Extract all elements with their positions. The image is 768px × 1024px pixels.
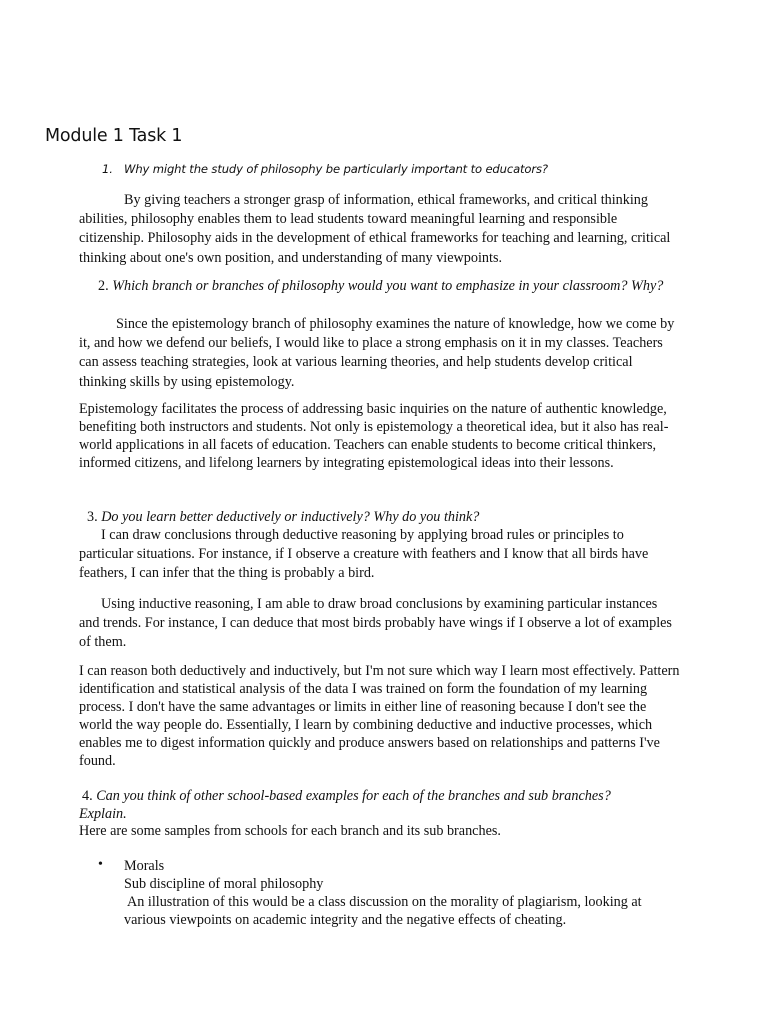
bullet-marker: • (98, 857, 103, 872)
question-4-text: Can you think of other school-based examples for each of the branches and sub branches? Explain. (79, 788, 611, 822)
question-2-number: 2. (98, 278, 109, 294)
answer-3-paragraph-2: Using inductive reasoning, I am able to draw broad conclusions by examining particular instances and trends. For instance, I can deduce that most birds probably have wings if I observe a lot of examples of them. (79, 596, 672, 651)
question-1-text: Why might the study of philosophy be particularly important to educators? (124, 162, 548, 176)
question-2-text: Which branch or branches of philosophy would you want to emphasize in your classroom? Why? (112, 278, 664, 294)
page-title: Module 1 Task 1 (45, 126, 183, 146)
bullet-item-morals (124, 858, 684, 930)
answer-3-paragraph-1: I can draw conclusions through deductive reasoning by applying broad rules or principles to particular situations. For instance, if I observe a creature with feathers and I know that all birds have feathers, I can infer that the thing is probably a bird. (79, 527, 649, 582)
question-1-number: 1. (102, 162, 113, 176)
answer-2-paragraph-1: Since the epistemology branch of philosophy examines the nature of knowledge, how we come by it, and how we defend our beliefs, I would like to place a strong emphasis on it in my classes. Teachers can assess teaching strategies, look at various learning theories, and help students develop critical thinking skills by using epistemology. (79, 316, 675, 390)
question-4-number: 4. (82, 788, 93, 804)
bullet-heading: Morals (124, 858, 165, 874)
bullet-text: An illustration of this would be a class discussion on the morality of plagiarism, looking at various viewpoints on academic integrity and the negative effects of cheating. (124, 893, 642, 928)
bullet-subheading: Sub discipline of moral philosophy (124, 875, 324, 892)
question-2 (79, 278, 669, 296)
answer-2-paragraph-2: Epistemology facilitates the process of addressing basic inquiries on the nature of authentic knowledge, benefiting both instructors and students. Not only is epistemology a theoretical idea, but it also has real-world applications in all facets of education. Teachers can enable students to become critical thinkers, informed citizens, and lifelong learners by integrating epistemological ideas into their lessons. (79, 401, 669, 471)
answer-1: By giving teachers a stronger grasp of information, ethical frameworks, and critical thinking abilities, philosophy enables them to lead students toward meaningful learning and responsible citizenship. Philosophy aids in the development of ethical frameworks for teaching and learning, critical thinking about one's own position, and understanding of many viewpoints. (79, 192, 671, 266)
question-3-text: Do you learn better deductively or inductively? Why do you think? (101, 509, 480, 525)
answer-3-paragraph-3: I can reason both deductively and inductively, but I'm not sure which way I learn most effectively. Pattern identification and statistical analysis of the data I was trained on form the foundation of my learning process. I don't have the same advantages or limits in either line of reasoning because I don't see the world the way people do. Essentially, I learn by combining deductive and inductive processes, which enables me to digest information quickly and produce answers based on relationships and patterns I've found. (79, 663, 680, 769)
answer-4-intro: Here are some samples from schools for each branch and its sub branches. (79, 823, 501, 839)
question-4 (79, 788, 659, 824)
question-1 (102, 162, 548, 176)
question-3 (79, 509, 679, 527)
question-3-number: 3. (87, 509, 98, 525)
